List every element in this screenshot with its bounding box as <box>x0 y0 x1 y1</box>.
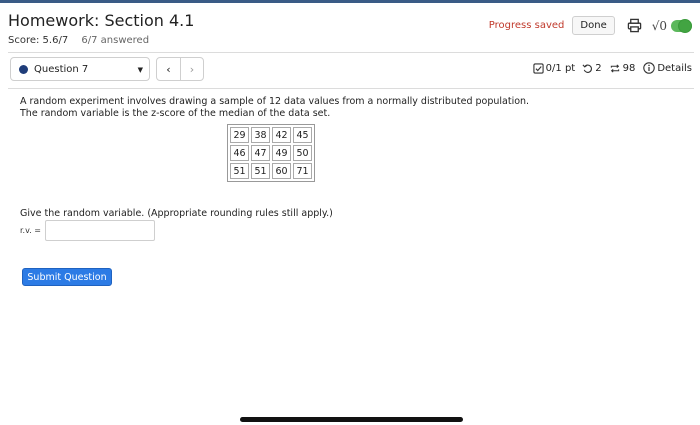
score-line <box>8 35 149 46</box>
home-indicator[interactable] <box>240 417 463 422</box>
table-cell: 51 <box>230 163 249 179</box>
progress-saved-status: Progress saved <box>488 20 565 31</box>
math-palette-icon[interactable]: √0 <box>651 18 667 33</box>
checkbox-icon <box>533 63 544 74</box>
undo-icon <box>582 63 593 74</box>
attempts-indicator <box>609 63 636 74</box>
header-actions <box>489 16 692 35</box>
table-cell: 71 <box>293 163 312 179</box>
math-entry-toggle[interactable] <box>671 20 692 32</box>
table-cell: 38 <box>251 127 270 143</box>
print-icon[interactable] <box>627 18 642 33</box>
attempts-count: 98 <box>622 62 636 74</box>
table-row <box>230 127 312 143</box>
retry-indicator <box>582 63 601 74</box>
done-button[interactable]: Done <box>572 16 614 35</box>
table-cell: 51 <box>251 163 270 179</box>
submit-question-button[interactable]: Submit Question <box>22 268 112 286</box>
question-bar-divider <box>8 88 694 89</box>
repeat-icon <box>609 63 621 74</box>
toggle-knob <box>678 19 692 33</box>
table-cell: 49 <box>272 145 291 161</box>
answer-input[interactable] <box>45 220 155 241</box>
table-row <box>230 163 312 179</box>
page-title: Homework: Section 4.1 <box>8 11 195 30</box>
points-text: 0/1 pt <box>545 62 576 74</box>
answer-prompt: Give the random variable. (Appropriate rounding rules still apply.) <box>20 208 333 219</box>
table-cell: 29 <box>230 127 249 143</box>
answer-label: r.v. = <box>20 226 41 235</box>
question-select-label: Question 7 <box>34 63 89 75</box>
chevron-down-icon: ▼ <box>137 66 143 74</box>
question-nav <box>156 57 204 81</box>
info-icon <box>643 62 655 74</box>
table-cell: 60 <box>272 163 291 179</box>
table-cell: 47 <box>251 145 270 161</box>
previous-question-button[interactable]: ‹ <box>166 62 171 76</box>
data-values-table <box>227 124 315 182</box>
retries-count: 2 <box>595 62 602 74</box>
header-divider <box>8 52 694 53</box>
question-select[interactable] <box>10 57 150 81</box>
answered-count: 6/7 answered <box>81 35 150 46</box>
points-indicator <box>533 63 576 74</box>
question-meta <box>526 62 692 74</box>
table-cell: 46 <box>230 145 249 161</box>
question-status-dot <box>19 65 28 74</box>
details-button[interactable] <box>643 62 692 74</box>
top-accent-bar <box>0 0 700 3</box>
score-text: Score: 5.6/7 <box>8 35 69 46</box>
next-question-button[interactable]: › <box>180 58 203 80</box>
table-cell: 50 <box>293 145 312 161</box>
question-text: A random experiment involves drawing a sample of 12 data values from a normally distributed population. The random variable is the z-score of the median of the data set. <box>20 96 530 119</box>
table-cell: 42 <box>272 127 291 143</box>
table-row <box>230 145 312 161</box>
details-label: Details <box>657 62 692 74</box>
table-cell: 45 <box>293 127 312 143</box>
